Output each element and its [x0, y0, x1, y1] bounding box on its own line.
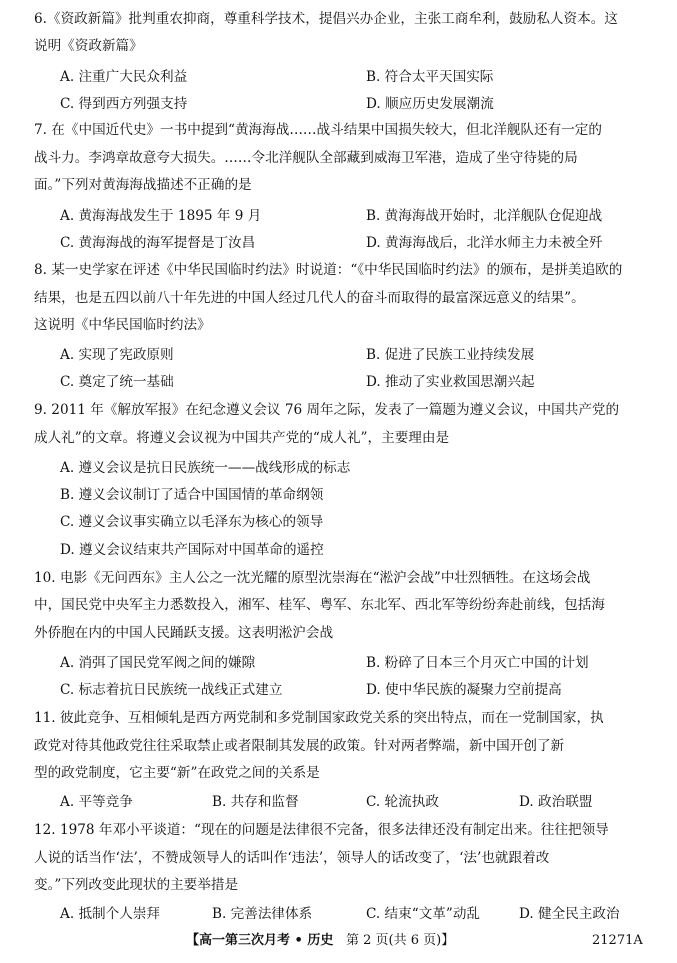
option-a: A. 平等竞争 — [60, 794, 133, 810]
question-stem-line: 这说明《中华民国临时约法》 — [34, 317, 211, 333]
question-stem-line: 政党对待其他政党往往采取禁止或者限制其发展的政策。针对两者弊端，新中国开创了新 — [34, 738, 565, 754]
option-d: D. 顺应历史发展潮流 — [366, 96, 494, 112]
option-b: B. 完善法律体系 — [212, 906, 313, 922]
question-stem-line: 成人礼”的文章。将遵义会议视为中国共产党的“成人礼”，主要理由是 — [34, 430, 450, 446]
option-a: A. 抵制个人崇拜 — [60, 906, 161, 922]
option-a: A. 注重广大民众利益 — [60, 69, 188, 85]
question-stem-line: 8. 某一史学家在评述《中华民国临时约法》时说道：“《中华民国临时约法》的颁布，是拼美追欧的 — [34, 262, 623, 278]
option-d: D. 黄海海战后，北洋水师主力未被全歼 — [366, 235, 603, 251]
question-stem-line: 说明《资政新篇》 — [34, 38, 143, 54]
option-c: C. 得到西方列强支持 — [60, 96, 188, 112]
footer-title: 【高一第三次月考 • 历史 — [186, 933, 334, 948]
question-stem-line: 面。”下列对黄海海战描述不正确的是 — [34, 177, 252, 193]
option-a: A. 实现了宪政原则 — [60, 347, 174, 363]
option-a: A. 黄海海战发生于 1895 年 9 月 — [60, 208, 262, 224]
question-stem-line: 6.《资政新篇》批判重农抑商，尊重科学技术，提倡兴办企业，主张工商牟利，鼓励私人资本。这 — [34, 11, 618, 27]
option-d: D. 政治联盟 — [519, 794, 593, 810]
footer-page-number: 第 2 页(共 6 页)】 — [346, 933, 455, 948]
question-stem-line: 战斗力。李鸿章故意夸大损失。……令北洋舰队全部藏到威海卫军港，造成了坐守待毙的局 — [34, 150, 578, 166]
option-d: D. 使中华民族的凝聚力空前提高 — [366, 682, 562, 698]
option-a: A. 消弭了国民党军阀之间的嫌隙 — [60, 655, 256, 671]
option-b: B. 符合太平天国实际 — [366, 69, 494, 85]
option-c: C. 遵义会议事实确立以毛泽东为核心的领导 — [60, 514, 324, 530]
question-stem-line: 中，国民党中央军主力悉数投入，湘军、桂军、粤军、东北军、西北军等纷纷奔赴前线，包括海 — [34, 597, 605, 613]
option-c: C. 黄海海战的海军提督是丁汝昌 — [60, 235, 256, 251]
option-c: C. 轮流执政 — [366, 794, 439, 810]
option-d: D. 推动了实业救国思潮兴起 — [366, 374, 535, 390]
option-c: C. 奠定了统一基础 — [60, 374, 174, 390]
question-stem-line: 型的政党制度，它主要“新”在政党之间的关系是 — [34, 765, 320, 781]
option-b: B. 遵义会议制订了适合中国国情的革命纲领 — [60, 487, 324, 503]
question-stem-line: 7. 在《中国近代史》一书中提到“黄海海战……战斗结果中国损失较大，但北洋舰队还有一定的 — [34, 122, 602, 138]
option-b: B. 共存和监督 — [212, 794, 299, 810]
question-stem-line: 12. 1978 年邓小平谈道：“现在的问题是法律很不完备，很多法律还没有制定出来。往往把领导 — [34, 822, 609, 838]
option-d: D. 遵义会议结束共产国际对中国革命的遥控 — [60, 542, 324, 558]
option-b: B. 黄海海战开始时，北洋舰队仓促迎战 — [366, 208, 603, 224]
option-b: B. 促进了民族工业持续发展 — [366, 347, 535, 363]
footer-code: 21271A — [592, 933, 643, 948]
option-a: A. 遵义会议是抗日民族统一——战线形成的标志 — [60, 460, 351, 476]
option-c: C. 标志着抗日民族统一战线正式建立 — [60, 682, 283, 698]
question-stem-line: 10. 电影《无问西东》主人公之一沈光耀的原型沈崇海在“淞沪会战”中壮烈牺牲。在这场会战 — [34, 570, 591, 586]
option-c: C. 结束“文革”动乱 — [366, 906, 481, 922]
question-stem-line: 结果，也是五四以前八十年先进的中国人经过几代人的奋斗而取得的最富深远意义的结果”。 — [34, 290, 585, 306]
question-stem-line: 变。”下列改变此现状的主要举措是 — [34, 877, 239, 893]
question-stem-line: 外侨胞在内的中国人民踊跃支援。这表明淞沪会战 — [34, 625, 334, 641]
question-stem-line: 11. 彼此竞争、互相倾轧是西方两党制和多党制国家政党关系的突出特点，而在一党制国家，执 — [34, 710, 604, 726]
option-d: D. 健全民主政治 — [519, 906, 620, 922]
question-stem-line: 9. 2011 年《解放军报》在纪念遵义会议 76 周年之际，发表了一篇题为遵义会议，中国共产党的 — [34, 402, 620, 418]
question-stem-line: 人说的话当作‘法’，不赞成领导人的话叫作‘违法’，领导人的话改变了，‘法’也就跟着改 — [34, 850, 550, 866]
option-b: B. 粉碎了日本三个月灭亡中国的计划 — [366, 655, 589, 671]
